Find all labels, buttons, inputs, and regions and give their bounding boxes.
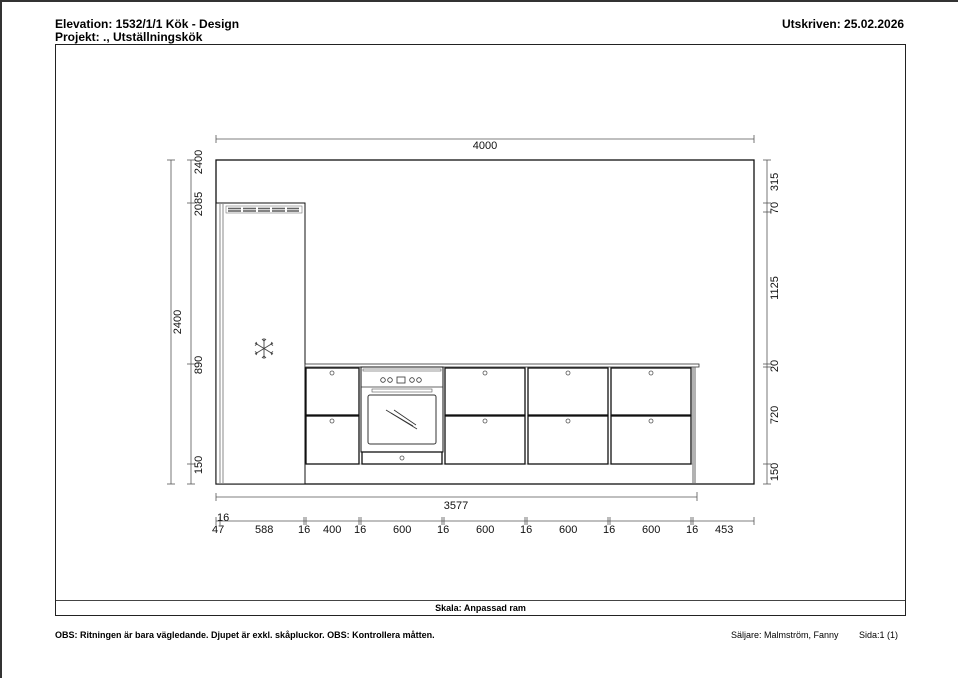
dim-left-level: 150 xyxy=(193,455,205,475)
dim-left-level: 2400 xyxy=(193,149,205,175)
base-cabinet-400 xyxy=(306,368,359,464)
dim-seg: 600 xyxy=(476,524,495,536)
dim-total-width: 4000 xyxy=(472,140,498,152)
dim-left-level: 890 xyxy=(193,355,205,375)
printed-date: Utskriven: 25.02.2026 xyxy=(782,17,905,31)
dim-right-seg: 150 xyxy=(769,462,781,482)
dim-left-level: 2085 xyxy=(193,191,205,217)
dim-seg: 400 xyxy=(323,524,342,536)
dim-seg: 16 xyxy=(437,524,450,536)
dim-seg: 600 xyxy=(393,524,412,536)
dim-right-seg: 20 xyxy=(769,359,781,373)
dim-right-seg: 1125 xyxy=(769,276,781,300)
seller-name: Säljare: Malmström, Fanny xyxy=(731,630,839,640)
base-cabinet-600-3 xyxy=(611,368,691,464)
dim-right-seg: 720 xyxy=(769,405,781,425)
base-cabinet-600-2 xyxy=(528,368,608,464)
dim-seg: 588 xyxy=(255,524,274,536)
dim-right-seg: 70 xyxy=(769,201,781,215)
dim-seg: 16 xyxy=(298,524,311,536)
disclaimer-note: OBS: Ritningen är bara vägledande. Djupet är exkl. skåpluckor. OBS: Kontrollera måtten. xyxy=(55,630,435,640)
dim-seg: 600 xyxy=(642,524,661,536)
dim-right-seg: 315 xyxy=(769,172,781,192)
scale-label: Skala: Anpassad ram xyxy=(56,600,905,615)
dim-seg: 47 xyxy=(212,524,225,536)
oven-drawer xyxy=(362,452,442,464)
dim-seg: 16 xyxy=(603,524,616,536)
dim-seg: 16 xyxy=(520,524,533,536)
elevation-title: Elevation: 1532/1/1 Kök - Design xyxy=(55,17,240,31)
dim-seg: 453 xyxy=(715,524,734,536)
oven xyxy=(361,367,443,464)
dim-seg: 600 xyxy=(559,524,578,536)
dim-seg: 16 xyxy=(686,524,699,536)
dim-bottom-first: 16 xyxy=(217,512,230,524)
dim-left-total: 2400 xyxy=(172,309,184,335)
dim-seg: 16 xyxy=(354,524,367,536)
dim-run-width: 3577 xyxy=(443,500,469,512)
fridge-cabinet xyxy=(216,203,305,484)
page-number: Sida:1 (1) xyxy=(859,630,899,640)
base-cabinet-600-1 xyxy=(445,368,525,464)
project-title: Projekt: ., Utställningskök xyxy=(55,30,203,44)
